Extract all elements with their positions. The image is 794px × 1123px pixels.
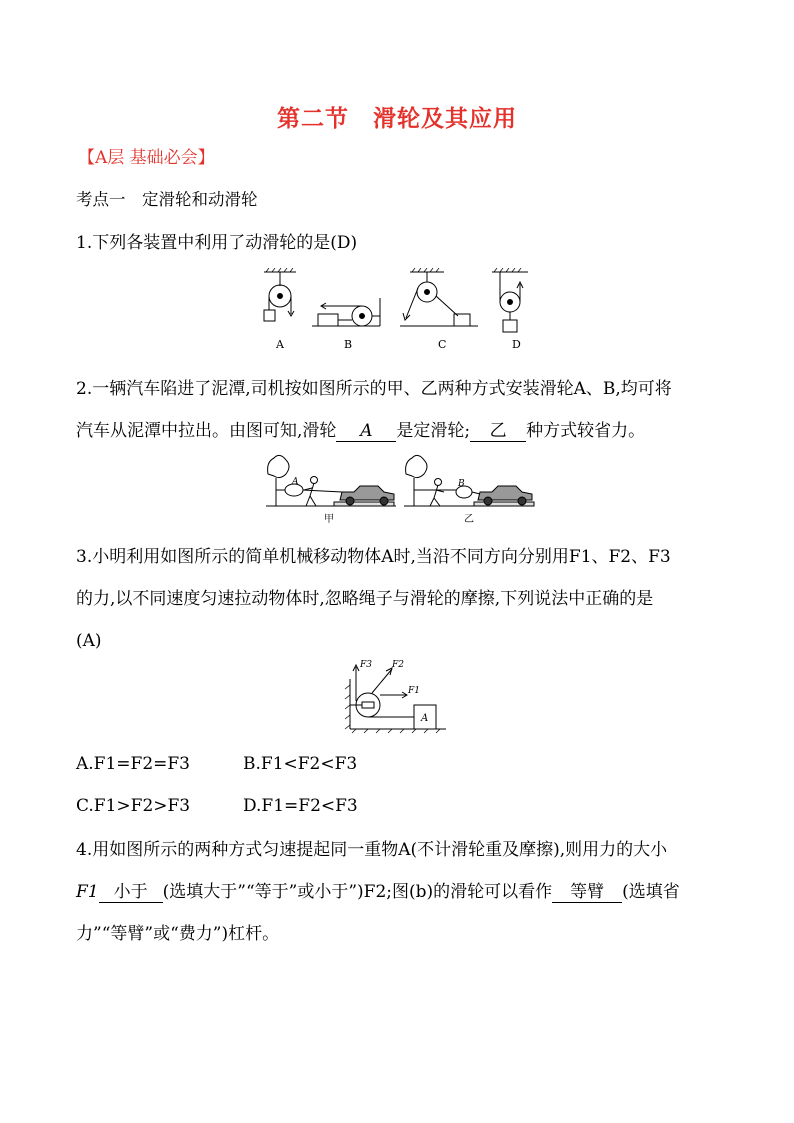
- q1-figure: [250, 268, 540, 354]
- question-2-line-1: 2.一辆汽车陷进了泥潭,司机按如图所示的甲、乙两种方式安装滑轮A、B,均可将: [76, 379, 672, 399]
- q2-pulley-a-label: A: [292, 477, 299, 487]
- page-title: 第二节 滑轮及其应用: [277, 106, 517, 132]
- q1-label-c: C: [438, 338, 447, 351]
- q2-figure: [262, 452, 538, 528]
- q4-blank-1: 小于: [99, 882, 163, 903]
- q2-text-a: 汽车从泥潭中拉出。由图可知,滑轮: [76, 421, 337, 441]
- question-2-line-2: [76, 420, 645, 442]
- question-4-line-3: 力”“等臂”或“费力”)杠杆。: [76, 924, 280, 944]
- level-header: 【A层 基础必会】: [78, 148, 215, 168]
- q2-pulley-b-label: B: [458, 479, 465, 489]
- question-3-line-3: (A): [76, 631, 102, 651]
- q1-label-b: B: [344, 338, 353, 351]
- q4-text-c: (选填省: [622, 882, 680, 902]
- question-3-line-1: 3.小明利用如图所示的简单机械移动物体A时,当沿不同方向分别用F1、F2、F3: [76, 547, 671, 567]
- q3-option-b: B.F1<F2<F3: [243, 754, 358, 774]
- q2-blank-2: 乙: [470, 421, 526, 442]
- q2-label-jia: 甲: [324, 514, 334, 525]
- q4-f1-text: F1: [76, 882, 99, 902]
- q2-text-c: 种方式较省力。: [526, 421, 646, 441]
- q3-f1-label: F1: [408, 686, 420, 696]
- q3-f2-label: F2: [392, 660, 404, 670]
- q1-label-a: A: [276, 338, 284, 351]
- q2-label-yi: 乙: [464, 514, 474, 525]
- question-3-line-2: 的力,以不同速度匀速拉动物体时,忽略绳子与滑轮的摩擦,下列说法中正确的是: [76, 589, 654, 609]
- q3-figure: [342, 655, 452, 735]
- q3-option-d: D.F1=F2<F3: [243, 796, 358, 816]
- q1-label-d: D: [512, 338, 521, 351]
- q2-text-b: 是定滑轮;: [396, 421, 471, 441]
- question-4-line-2: [76, 881, 680, 903]
- section-heading: 考点一 定滑轮和动滑轮: [76, 190, 258, 209]
- q3-f3-label: F3: [360, 660, 372, 670]
- q2-blank-1: A: [336, 421, 396, 442]
- q3-option-c: C.F1>F2>F3: [76, 796, 191, 816]
- q3-block-label: A: [421, 713, 429, 724]
- q4-blank-2: 等臂: [552, 882, 622, 903]
- question-4-line-1: 4.用如图所示的两种方式匀速提起同一重物A(不计滑轮重及摩擦),则用力的大小: [76, 840, 668, 860]
- q4-text-b: (选填大于”“等于”或小于”)F2;图(b)的滑轮可以看作: [162, 882, 553, 902]
- question-1: 1.下列各装置中利用了动滑轮的是(D): [76, 233, 358, 253]
- q3-option-a: A.F1=F2=F3: [76, 754, 191, 774]
